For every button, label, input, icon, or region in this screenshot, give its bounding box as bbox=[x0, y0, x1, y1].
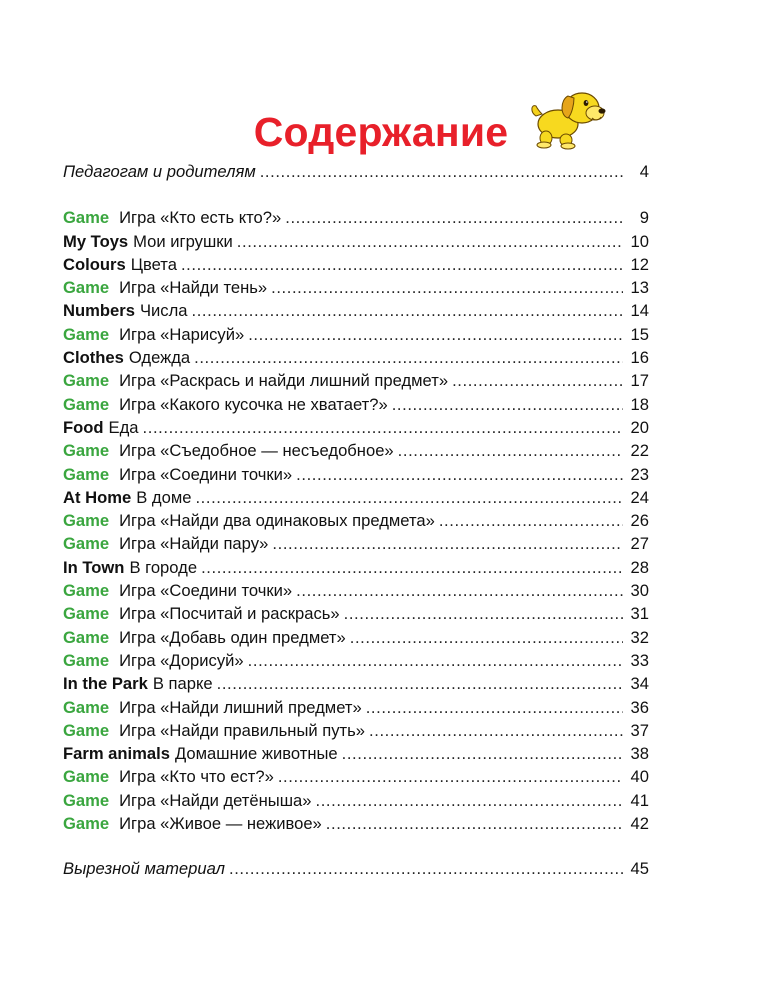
toc-item[interactable] bbox=[63, 696, 649, 719]
leader-dots bbox=[195, 486, 623, 509]
toc-item-page: 27 bbox=[630, 534, 649, 554]
toc-item-game-tag: Game bbox=[63, 324, 110, 344]
toc-intro-row[interactable] bbox=[63, 160, 649, 183]
toc-item-page: 31 bbox=[630, 604, 649, 624]
toc-item-topic: Numbers bbox=[63, 301, 135, 321]
leader-dots bbox=[344, 602, 623, 625]
toc-item[interactable] bbox=[63, 393, 649, 416]
leader-dots bbox=[248, 649, 623, 672]
toc-item-title: Игра «Кто что ест?» bbox=[119, 767, 274, 787]
leader-dots bbox=[271, 276, 623, 299]
toc-item-page: 28 bbox=[630, 557, 649, 577]
toc-item-page: 22 bbox=[630, 441, 649, 461]
toc-item[interactable] bbox=[63, 230, 649, 253]
toc-item-title: Игра «Найди детёныша» bbox=[119, 790, 312, 810]
toc-item-game-tag: Game bbox=[63, 511, 110, 531]
toc-item-page: 23 bbox=[630, 464, 649, 484]
toc-item-game-tag: Game bbox=[63, 581, 110, 601]
leader-dots bbox=[217, 672, 623, 695]
toc-item-title: В доме bbox=[136, 487, 192, 507]
toc-item-title: Игра «Найди правильный путь» bbox=[119, 720, 366, 740]
toc-item-title: В городе bbox=[129, 557, 198, 577]
toc-item-title: Игра «Раскрась и найди лишний предмет» bbox=[119, 371, 449, 391]
toc-item-page: 30 bbox=[630, 581, 649, 601]
toc-item[interactable] bbox=[63, 812, 649, 835]
toc-item-page: 16 bbox=[630, 348, 649, 368]
toc-item-game-tag: Game bbox=[63, 278, 110, 298]
leader-dots bbox=[260, 160, 623, 183]
toc-item-topic: Colours bbox=[63, 254, 126, 274]
toc-item[interactable] bbox=[63, 719, 649, 742]
toc-item[interactable] bbox=[63, 299, 649, 322]
table-of-contents bbox=[63, 160, 649, 881]
leader-dots bbox=[439, 509, 623, 532]
toc-item-page: 24 bbox=[630, 487, 649, 507]
toc-item-title: Игра «Добавь один предмет» bbox=[119, 627, 346, 647]
toc-item[interactable] bbox=[63, 765, 649, 788]
toc-item-topic: In the Park bbox=[63, 674, 148, 694]
toc-item-title: Одежда bbox=[128, 348, 191, 368]
toc-item-game-tag: Game bbox=[63, 650, 110, 670]
leader-dots bbox=[272, 532, 623, 555]
toc-item-page: 26 bbox=[630, 511, 649, 531]
toc-item-page: 33 bbox=[630, 650, 649, 670]
toc-item-title: Числа bbox=[139, 301, 188, 321]
toc-item-game-tag: Game bbox=[63, 627, 110, 647]
toc-item-title: Игра «Кто есть кто?» bbox=[119, 208, 282, 228]
toc-item[interactable] bbox=[63, 532, 649, 555]
leader-dots bbox=[369, 719, 623, 742]
toc-item[interactable] bbox=[63, 556, 649, 579]
toc-item[interactable] bbox=[63, 206, 649, 229]
leader-dots bbox=[398, 439, 623, 462]
toc-outro-label: Вырезной материал bbox=[63, 859, 225, 879]
toc-item[interactable] bbox=[63, 416, 649, 439]
leader-dots bbox=[296, 579, 623, 602]
leader-dots bbox=[350, 626, 623, 649]
toc-item[interactable] bbox=[63, 509, 649, 532]
leader-dots bbox=[296, 463, 623, 486]
toc-item-title: Игра «Найди два одинаковых предмета» bbox=[119, 511, 435, 531]
toc-item-title: Игра «Съедобное — несъедобное» bbox=[119, 441, 394, 461]
toc-item-page: 42 bbox=[630, 814, 649, 834]
toc-item-title: Игра «Соедини точки» bbox=[119, 464, 293, 484]
toc-item-topic: My Toys bbox=[63, 231, 129, 251]
toc-item-game-tag: Game bbox=[63, 208, 110, 228]
leader-dots bbox=[452, 369, 623, 392]
toc-item-game-tag: Game bbox=[63, 371, 110, 391]
toc-outro-row[interactable] bbox=[63, 857, 649, 880]
toc-item-game-tag: Game bbox=[63, 767, 110, 787]
toc-item-game-tag: Game bbox=[63, 534, 110, 554]
toc-item-page: 15 bbox=[630, 324, 649, 344]
toc-item-game-tag: Game bbox=[63, 604, 110, 624]
toc-item-page: 38 bbox=[630, 744, 649, 764]
toc-item-title: Игра «Нарисуй» bbox=[119, 324, 245, 344]
leader-dots bbox=[201, 556, 623, 579]
toc-item-topic: In Town bbox=[63, 557, 125, 577]
leader-dots bbox=[181, 253, 623, 276]
toc-item-page: 10 bbox=[630, 231, 649, 251]
toc-item-page: 41 bbox=[630, 790, 649, 810]
toc-item[interactable] bbox=[63, 626, 649, 649]
toc-item-page: 17 bbox=[630, 371, 649, 391]
toc-item-page: 34 bbox=[630, 674, 649, 694]
toc-item-page: 13 bbox=[630, 278, 649, 298]
toc-item-title: В парке bbox=[152, 674, 213, 694]
leader-dots bbox=[342, 742, 623, 765]
leader-dots bbox=[316, 789, 624, 812]
toc-item[interactable] bbox=[63, 253, 649, 276]
toc-item-title: Мои игрушки bbox=[133, 231, 233, 251]
toc-outro-page: 45 bbox=[630, 859, 649, 879]
toc-item[interactable] bbox=[63, 602, 649, 625]
toc-item-title: Игра «Соедини точки» bbox=[119, 581, 293, 601]
page-title: Содержание bbox=[253, 109, 509, 156]
toc-item-page: 12 bbox=[630, 254, 649, 274]
toc-item-topic: At Home bbox=[63, 487, 132, 507]
puppy-illustration bbox=[528, 86, 610, 152]
toc-item-page: 20 bbox=[630, 417, 649, 437]
toc-item[interactable] bbox=[63, 579, 649, 602]
toc-item-page: 37 bbox=[630, 720, 649, 740]
toc-intro-label: Педагогам и родителям bbox=[63, 162, 256, 181]
toc-item-title: Игра «Посчитай и раскрась» bbox=[119, 604, 340, 624]
toc-item-game-tag: Game bbox=[63, 790, 110, 810]
leader-dots bbox=[285, 206, 623, 229]
leader-dots bbox=[278, 765, 623, 788]
toc-item-title: Еда bbox=[108, 417, 139, 437]
toc-item-title: Домашние животные bbox=[174, 744, 338, 764]
toc-item-game-tag: Game bbox=[63, 697, 110, 717]
toc-item-page: 14 bbox=[630, 301, 649, 321]
leader-dots bbox=[143, 416, 623, 439]
toc-item[interactable] bbox=[63, 649, 649, 672]
leader-dots bbox=[191, 299, 623, 322]
toc-item-page: 36 bbox=[630, 697, 649, 717]
leader-dots bbox=[248, 323, 623, 346]
toc-item-list bbox=[63, 206, 649, 835]
toc-item[interactable] bbox=[63, 486, 649, 509]
toc-item-topic: Farm animals bbox=[63, 744, 170, 764]
leader-dots bbox=[237, 230, 623, 253]
toc-item-page: 9 bbox=[639, 208, 649, 228]
toc-item[interactable] bbox=[63, 346, 649, 369]
toc-intro-page: 4 bbox=[639, 162, 649, 181]
leader-dots bbox=[194, 346, 623, 369]
toc-item-topic: Clothes bbox=[63, 348, 124, 368]
toc-item-title: Игра «Найди лишний предмет» bbox=[119, 697, 362, 717]
toc-item-game-tag: Game bbox=[63, 394, 110, 414]
toc-item[interactable] bbox=[63, 439, 649, 462]
toc-item[interactable] bbox=[63, 323, 649, 346]
toc-item-game-tag: Game bbox=[63, 720, 110, 740]
toc-item[interactable] bbox=[63, 369, 649, 392]
toc-item[interactable] bbox=[63, 742, 649, 765]
toc-item-game-tag: Game bbox=[63, 441, 110, 461]
toc-item[interactable] bbox=[63, 276, 649, 299]
leader-dots bbox=[229, 857, 623, 880]
toc-item[interactable] bbox=[63, 672, 649, 695]
leader-dots bbox=[366, 696, 623, 719]
toc-item-title: Игра «Найди тень» bbox=[119, 278, 268, 298]
toc-item-game-tag: Game bbox=[63, 464, 110, 484]
toc-item-title: Цвета bbox=[130, 254, 177, 274]
toc-item[interactable] bbox=[63, 789, 649, 812]
leader-dots bbox=[326, 812, 623, 835]
toc-item-page: 32 bbox=[630, 627, 649, 647]
toc-item-title: Игра «Дорисуй» bbox=[119, 650, 244, 670]
toc-item-game-tag: Game bbox=[63, 814, 110, 834]
toc-item-page: 18 bbox=[630, 394, 649, 414]
toc-item[interactable] bbox=[63, 463, 649, 486]
toc-item-topic: Food bbox=[63, 417, 104, 437]
leader-dots bbox=[392, 393, 623, 416]
toc-item-title: Игра «Живое — неживое» bbox=[119, 814, 322, 834]
toc-item-title: Игра «Какого кусочка не хватает?» bbox=[119, 394, 388, 414]
toc-item-page: 40 bbox=[630, 767, 649, 787]
toc-item-title: Игра «Найди пару» bbox=[119, 534, 269, 554]
